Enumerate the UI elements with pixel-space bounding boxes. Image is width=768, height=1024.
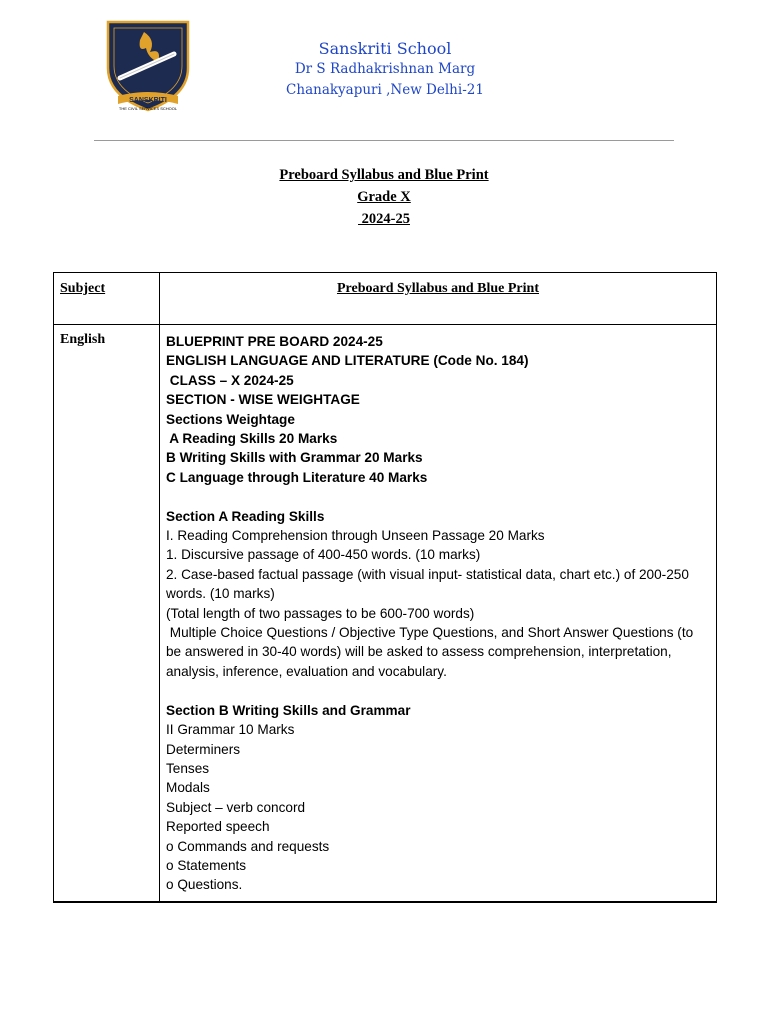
weightage-section-c: C Language through Literature 40 Marks <box>166 469 428 485</box>
sections-weightage-label: Sections Weightage <box>166 411 295 427</box>
list-item: Determiners <box>166 741 241 757</box>
subject-code-line: ENGLISH LANGUAGE AND LITERATURE (Code No. 184) <box>166 353 529 369</box>
list-item: o Questions. <box>166 877 243 893</box>
list-item: I. Reading Comprehension through Unseen Passage 20 Marks <box>166 528 545 544</box>
header-divider <box>94 140 674 141</box>
school-header <box>240 38 530 101</box>
school-name: Sanskriti School <box>318 39 452 58</box>
section-weightage-heading: SECTION - WISE WEIGHTAGE <box>166 392 360 408</box>
spacer <box>166 681 710 700</box>
list-item: (Total length of two passages to be 600-700 words) <box>166 605 475 621</box>
table-row <box>54 325 717 902</box>
table-header-row <box>54 273 717 325</box>
header-subject-cell <box>54 273 160 325</box>
syllabus-table <box>53 272 717 903</box>
subject-cell: English <box>54 325 160 902</box>
list-item: II Grammar 10 Marks <box>166 722 295 738</box>
header-content-cell <box>160 273 717 325</box>
section-b-heading: Section B Writing Skills and Grammar <box>166 702 411 718</box>
class-line: CLASS – X 2024-25 <box>166 372 294 388</box>
spacer <box>166 487 710 506</box>
list-item: Modals <box>166 780 210 796</box>
list-item: Reported speech <box>166 819 270 835</box>
address-line-2: Chanakyapuri ,New Delhi-21 <box>286 82 484 98</box>
list-item: Subject – verb concord <box>166 799 306 815</box>
weightage-section-b: B Writing Skills with Grammar 20 Marks <box>166 450 423 466</box>
document-titles <box>0 164 768 230</box>
list-item: 2. Case-based factual passage (with visual input- statistical data, chart etc.) of 200-250 words. (10 marks) <box>166 566 689 602</box>
address-line-1: Dr S Radhakrishnan Marg <box>294 61 476 77</box>
section-a-heading: Section A Reading Skills <box>166 508 325 524</box>
logo-caption: THE CIVIL SERVICES SCHOOL <box>118 106 178 111</box>
title-syllabus: Preboard Syllabus and Blue Print <box>279 167 489 183</box>
title-grade: Grade X <box>357 189 411 205</box>
weightage-section-a: A Reading Skills 20 Marks <box>166 431 338 447</box>
list-item: o Statements <box>166 857 247 873</box>
header-subject: Subject <box>60 281 106 296</box>
header-content: Preboard Syllabus and Blue Print <box>336 281 539 296</box>
list-item: Tenses <box>166 760 210 776</box>
svg-text:SANSKRITI: SANSKRITI <box>129 97 167 104</box>
list-item: Multiple Choice Questions / Objective Type Questions, and Short Answer Questions (to be answered in 30-40 words) will be asked to assess comprehension, interpretation, analysis, inference, evaluation and vocabulary. <box>166 625 697 679</box>
school-crest-logo <box>104 18 192 114</box>
list-item: 1. Discursive passage of 400-450 words. (10 marks) <box>166 547 481 563</box>
title-year: 2024-25 <box>358 211 410 227</box>
list-item: o Commands and requests <box>166 838 330 854</box>
blueprint-title: BLUEPRINT PRE BOARD 2024-25 <box>166 334 383 349</box>
content-cell <box>160 325 717 902</box>
